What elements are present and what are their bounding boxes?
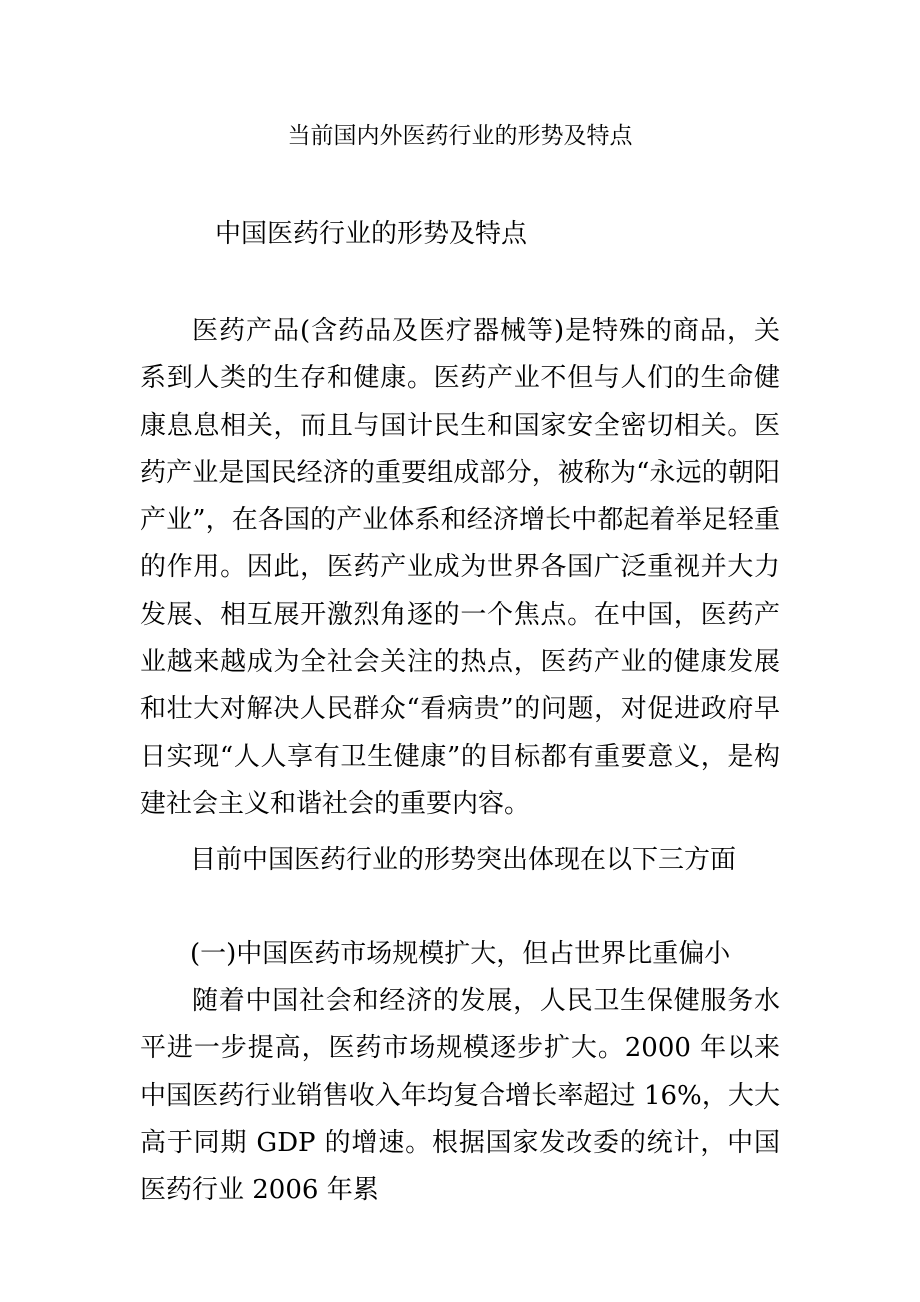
document-title: 当前国内外医药行业的形势及特点 (287, 123, 633, 149)
section-heading: 中国医药行业的形势及特点 (215, 219, 528, 249)
subheading-three-aspects: 目前中国医药行业的形势突出体现在以下三方面 (190, 845, 737, 875)
paragraph-intro: 医药产品(含药品及医疗器械等)是特殊的商品，关系到人类的生存和健康。医药产业不但与人们的生命健康息息相关，而且与国计民生和国家安全密切相关。医药产业是国民经济的重要组成部分，被称为“永远的朝阳产业”，在各国的产业体系和经济增长中都起着举足轻重的作用。因此，医药产业成为世界各国广泛重视并大力发展、相互展开激烈角逐的一个焦点。在中国，医药产业越来越成为全社会关注的热点，医药产业的健康发展和壮大对解决人民群众“看病贵”的问题，对促进政府早日实现“人人享有卫生健康”的目标都有重要意义，是构建社会主义和谐社会的重要内容。 (140, 316, 780, 819)
section-1-title: (一)中国医药市场规模扩大，但占世界比重偏小 (190, 939, 731, 969)
paragraph-market-scale: 随着中国社会和经济的发展，人民卫生保健服务水平进一步提高，医药市场规模逐步扩大。2000 年以来中国医药行业销售收入年均复合增长率超过 16%，大大高于同期 GDP 的增速。根据国家发改委的统计，中国医药行业 2006 年累 (140, 986, 780, 1206)
